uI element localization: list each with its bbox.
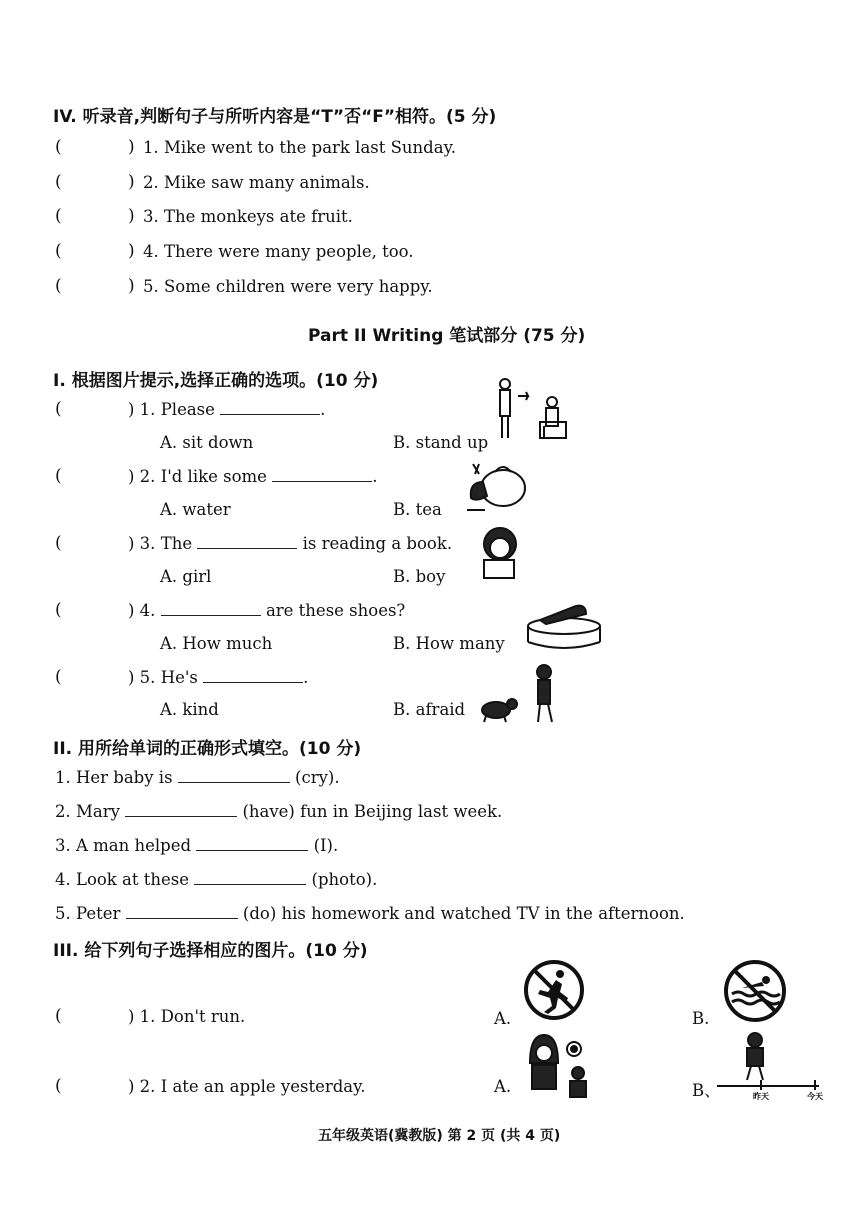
- question-line: [128, 1077, 366, 1096]
- blank-field[interactable]: [196, 836, 308, 851]
- question-text: I ate an apple yesterday.: [160, 1077, 366, 1096]
- question-text-end: .: [320, 400, 326, 419]
- question-line: [128, 467, 377, 486]
- question-number: ) 3.: [128, 534, 156, 553]
- answer-paren[interactable]: (: [55, 466, 62, 486]
- fill-item-text: 4. Look at these: [55, 870, 190, 889]
- blank-field[interactable]: [125, 802, 237, 817]
- option-a[interactable]: A. water: [160, 500, 231, 519]
- choice-b-label[interactable]: B、: [692, 1081, 721, 1100]
- part-title: Part II Writing 笔试部分 (75 分): [308, 326, 586, 346]
- fill-item-text-end: fun in Beijing last week.: [300, 802, 503, 821]
- fill-item-text: 1. Her baby is: [55, 768, 173, 787]
- option-a[interactable]: A. kind: [160, 700, 219, 719]
- page-footer: 五年级英语(冀教版) 第 2 页 (共 4 页): [318, 1128, 561, 1144]
- question-text: I'd like some: [160, 467, 267, 486]
- blank-field[interactable]: [197, 534, 297, 549]
- blank-field[interactable]: [126, 904, 238, 919]
- blank-field[interactable]: [220, 400, 320, 415]
- blank-field[interactable]: [194, 870, 306, 885]
- paren-close: ): [128, 137, 135, 157]
- fill-item: [55, 836, 338, 855]
- question-text-end: are these shoes?: [265, 601, 406, 620]
- section-iv-title: IV. 听录音,判断句子与所听内容是“T”否“F”相符。(5 分): [53, 107, 497, 127]
- sit-stand-figure-icon: [490, 376, 585, 444]
- answer-paren[interactable]: (: [55, 1076, 62, 1096]
- section-ii-title: II. 用所给单词的正确形式填空。(10 分): [53, 739, 362, 759]
- blank-field[interactable]: [272, 467, 372, 482]
- no-swimming-sign-icon[interactable]: [722, 958, 788, 1024]
- fill-item-text: 5. Peter: [55, 904, 121, 923]
- option-a[interactable]: A. girl: [160, 567, 212, 586]
- timeline-label: 昨天: [753, 1092, 769, 1101]
- question-text: He's: [160, 668, 198, 687]
- answer-paren[interactable]: (: [55, 600, 62, 620]
- question-number: ) 4.: [128, 601, 156, 620]
- option-b[interactable]: B. boy: [393, 567, 446, 586]
- question-number: ) 1.: [128, 1007, 156, 1026]
- question-text-end: is reading a book.: [302, 534, 453, 553]
- option-b[interactable]: B. stand up: [393, 433, 489, 452]
- fill-item-word: (have): [242, 802, 295, 821]
- fill-item-text: 3. A man helped: [55, 836, 192, 855]
- option-b[interactable]: B. tea: [393, 500, 442, 519]
- question-number: ) 2.: [128, 1077, 156, 1096]
- question-text-end: .: [303, 668, 309, 687]
- fill-item-word: (I).: [313, 836, 339, 855]
- reading-girl-icon: [470, 524, 530, 586]
- fill-item: [55, 870, 377, 889]
- paren-close: ): [128, 276, 135, 296]
- list-item: 2. Mike saw many animals.: [143, 173, 370, 192]
- fill-item-word: (do): [242, 904, 277, 923]
- question-text: Don't run.: [160, 1007, 246, 1026]
- fill-item-word: (cry).: [295, 768, 340, 787]
- blank-field[interactable]: [203, 668, 303, 683]
- question-line: [128, 400, 325, 419]
- girl-apple-icon[interactable]: [526, 1033, 592, 1101]
- blank-field[interactable]: [178, 768, 290, 783]
- paren-open: (: [55, 206, 62, 226]
- timeline-label: 今天: [807, 1092, 823, 1101]
- answer-paren[interactable]: (: [55, 667, 62, 687]
- fill-item-text: 2. Mary: [55, 802, 120, 821]
- no-running-sign-icon[interactable]: [522, 958, 586, 1022]
- paren-open: (: [55, 137, 62, 157]
- paren-open: (: [55, 241, 62, 261]
- fill-item: [55, 904, 685, 923]
- option-b[interactable]: B. afraid: [393, 700, 466, 719]
- question-text: Please: [160, 400, 215, 419]
- question-number: ) 1.: [128, 400, 156, 419]
- answer-paren[interactable]: (: [55, 399, 62, 419]
- answer-paren[interactable]: (: [55, 1006, 62, 1026]
- teapot-icon: [465, 458, 535, 520]
- section-iii-title: III. 给下列句子选择相应的图片。(10 分): [53, 941, 368, 961]
- list-item: 1. Mike went to the park last Sunday.: [143, 138, 456, 157]
- choice-a-label[interactable]: A.: [494, 1009, 512, 1028]
- question-number: ) 2.: [128, 467, 156, 486]
- list-item: 5. Some children were very happy.: [143, 277, 433, 296]
- paren-close: ): [128, 172, 135, 192]
- fill-item: [55, 802, 502, 821]
- option-a[interactable]: A. sit down: [160, 433, 254, 452]
- question-line: [128, 534, 452, 553]
- question-line: [128, 601, 405, 620]
- choice-a-label[interactable]: A.: [494, 1077, 512, 1096]
- question-text: The: [160, 534, 193, 553]
- section-i-title: I. 根据图片提示,选择正确的选项。(10 分): [53, 371, 379, 391]
- question-text-end: .: [372, 467, 378, 486]
- option-b[interactable]: B. How many: [393, 634, 505, 653]
- blank-field[interactable]: [161, 601, 261, 616]
- question-line: [128, 668, 308, 687]
- choice-b-label[interactable]: B.: [692, 1009, 710, 1028]
- fill-item-word: (photo).: [311, 870, 378, 889]
- fill-item-text-end: his homework and watched TV in the afternoon.: [281, 904, 685, 923]
- list-item: 4. There were many people, too.: [143, 242, 414, 261]
- question-number: ) 5.: [128, 668, 156, 687]
- fill-item: [55, 768, 340, 787]
- boy-dog-icon: [478, 660, 563, 728]
- paren-open: (: [55, 276, 62, 296]
- list-item: 3. The monkeys ate fruit.: [143, 207, 353, 226]
- paren-close: ): [128, 241, 135, 261]
- question-line: [128, 1007, 245, 1026]
- paren-open: (: [55, 172, 62, 192]
- paren-close: ): [128, 206, 135, 226]
- timeline-boy-icon[interactable]: [715, 1030, 825, 1100]
- shoes-box-icon: [526, 586, 606, 652]
- option-a[interactable]: A. How much: [160, 634, 273, 653]
- answer-paren[interactable]: (: [55, 533, 62, 553]
